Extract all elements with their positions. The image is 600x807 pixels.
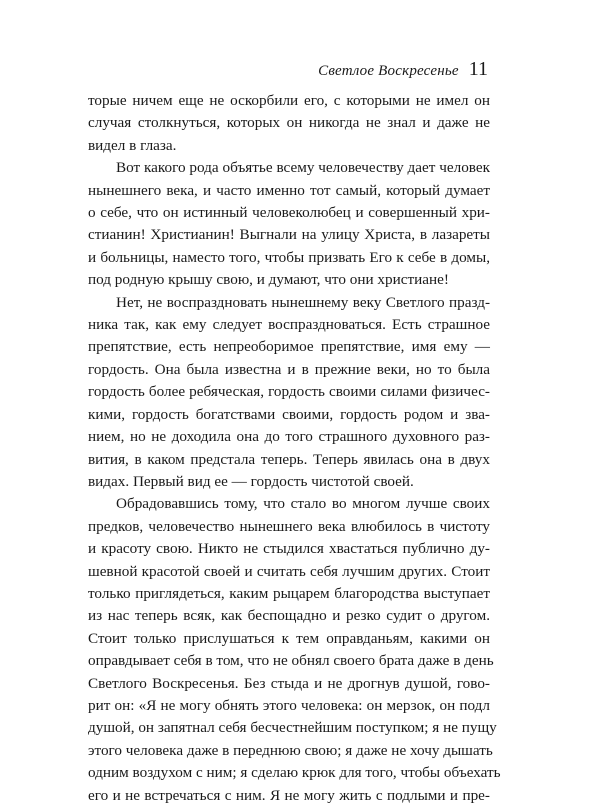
- text-line: Стоит только прислушаться к тем оправданьям, какими он: [88, 629, 490, 647]
- text-line: Нет, не воспраздновать нынешнему веку Светлого празд-: [116, 293, 490, 311]
- paragraph: [88, 157, 490, 291]
- text-line: Вот какого рода объятье всему человечеству дает человек: [116, 159, 490, 177]
- running-title: Светлое Воскресенье: [318, 63, 459, 79]
- text-line: только приглядеться, каким рыцарем благородства выступает: [88, 584, 490, 602]
- text-line: одним воздухом с ним; я сделаю крюк для того, чтобы объехать: [88, 764, 501, 782]
- text-line: ника так, как ему следует воспраздноваться. Есть страшное: [88, 316, 490, 334]
- paragraph: [88, 292, 490, 494]
- text-line: его и не встречаться с ним. Я не могу жить с подлыми и пре-: [88, 786, 490, 804]
- text-line: кими, гордость богатствами своими, гордость родом и зва-: [88, 405, 490, 423]
- text-line: торые ничем еще не оскорбили его, с которыми не имел он: [88, 92, 490, 109]
- text-line: о себе, что он истинный человеколюбец и совершенный хри-: [88, 204, 490, 222]
- paragraph: [88, 90, 490, 157]
- text-line: случая столкнуться, которых он никогда не знал и даже не: [88, 114, 490, 132]
- text-line: и красоту свою. Никто не стыдился хвастаться публично ду-: [88, 540, 490, 558]
- text-line: видах. Первый вид ее — гордость чистотой своей.: [88, 472, 414, 490]
- running-head: [318, 58, 488, 81]
- text-line: Светлого Воскресенья. Без стыда и не дрогнув душой, гово-: [88, 674, 490, 692]
- body-text: [88, 90, 501, 807]
- text-line: нием, но не доходила она до того страшного духовного раз-: [88, 428, 490, 446]
- text-line: под родную крышу свою, и думают, что они христиане!: [88, 271, 449, 289]
- text-line: нынешнего века, и часто именно тот самый, который думает: [88, 181, 490, 199]
- text-line: гордость. Она была известна и в прежние веки, но то была: [88, 360, 490, 378]
- text-line: и больницы, наместо того, чтобы призвать Его к себе в домы,: [88, 248, 490, 266]
- text-line: гордость более ребяческая, гордость своими силами физичес-: [88, 383, 490, 401]
- text-line: из нас теперь всяк, как беспощадно и резко судит о другом.: [88, 607, 490, 625]
- text-line: вития, в каком предстала теперь. Теперь явилась она в двух: [88, 450, 490, 468]
- text-line: оправдывает себя в том, что не обнял своего брата даже в день: [88, 652, 494, 670]
- text-line: душой, он запятнал себя бесчестнейшим поступком; я не пущу: [88, 719, 497, 737]
- text-line: шевной красотой своей и считать себя лучшим других. Стоит: [88, 562, 490, 580]
- text-line: видел в глаза.: [88, 136, 177, 154]
- text-line: стианин! Христианин! Выгнали на улицу Христа, в лазареты: [88, 226, 490, 244]
- text-line: этого человека даже в переднюю свою; я даже не хочу дышать: [88, 741, 493, 759]
- page-number: 11: [468, 58, 488, 80]
- text-line: предков, человечество нынешнего века влюбилось в чистоту: [88, 517, 490, 535]
- paragraph: [88, 493, 501, 807]
- text-line: Обрадовавшись тому, что стало во многом лучше своих: [116, 495, 490, 513]
- text-line: препятствие, есть непреоборимое препятствие, имя ему —: [88, 338, 490, 356]
- text-line: рит он: «Я не могу обнять этого человека: он мерзок, он подл: [88, 696, 490, 714]
